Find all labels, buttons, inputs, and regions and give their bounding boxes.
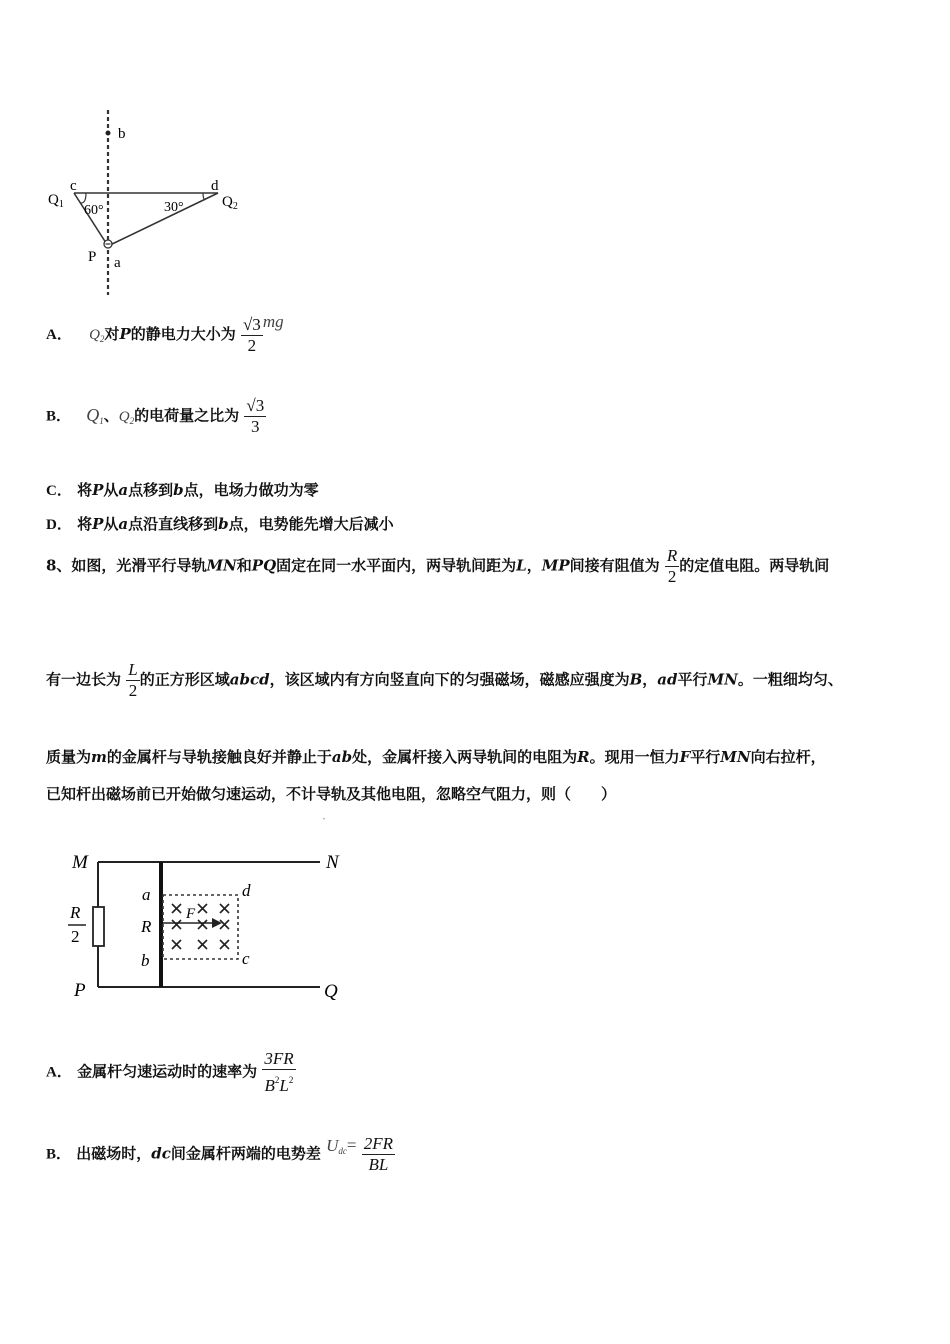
option-letter: D． [46,517,72,533]
fig2-label-r: R [141,917,152,936]
q7-option-a[interactable] [46,312,284,356]
fig1-angle-30: 30° [164,200,184,215]
option-letter: B． [46,1146,72,1163]
fig1-label-d: d [211,178,219,194]
fig2-label-n: N [326,852,339,873]
fig2-label-b: b [141,951,150,970]
fraction-l-over-2: $\frac{L}{2}$ [128,660,138,700]
fig2-label-d: d [242,881,251,900]
fig2-label-p: P [74,980,86,1001]
fig2-resistor-den: 2 [71,927,80,946]
symbol-q2: $Q_2$ [118,408,135,426]
q8-stem-line-2: 有一边长为 $\frac{L}{2}$ 的正方形区域abcd，该区域内有方向竖直向下的匀强磁场，磁感应强度为B，ad平行MN。一粗细均匀、 [46,660,843,700]
segment-q2-p [108,193,218,246]
option-text: 对 [104,325,120,343]
option-text: 的电荷量之比为 [134,406,240,425]
fraction-2fr-over-bl: $\frac{2FR}{BL}$ [363,1134,394,1174]
symbol-q1: $Q_1$ [86,404,104,426]
angle-arc-60 [80,193,86,203]
fraction-sqrt3-over-3: $\frac{√3}{3}$ [246,396,265,436]
fig1-label-p: P [88,249,97,265]
q8-option-b[interactable]: B． 出磁场时，dc间金属杆两端的电势差 $U_{dc}=$ $\frac{2FR}{BL}$ [46,1134,394,1174]
fig2-label-q: Q [324,981,338,1002]
q8-stem-line-4: 已知杆出磁场前已开始做匀速运动，不计导轨及其他电阻，忽略空气阻力，则（ ） [46,785,617,803]
q7-option-c[interactable]: C． 将P从a点移到b点，电场力做功为零 [46,481,319,499]
option-text: 金属杆匀速运动时的速率为 [77,1062,258,1081]
q7-option-d[interactable]: D． 将P从a点沿直线移到b点，电势能先增大后减小 [46,515,394,533]
fig1-label-q1: $Q_1$ [48,192,64,210]
fig1-label-b: b [118,126,126,142]
fig2-label-a: a [142,885,151,904]
fig1-label-a: a [114,255,121,271]
q8-stem-line-3: 质量为m的金属杆与导轨接触良好并静止于ab处，金属杆接入两导轨间的电阻为R。现用一恒力F平行MN向右拉杆， [46,748,826,766]
option-letter: A． [46,327,72,343]
option-letter: B． [46,408,72,425]
q8-stem-line-1: 8、如图，光滑平行导轨MN和PQ固定在同一水平面内，两导轨间距为L，MP间接有阻值为 $\frac{R}{2}$ 的定值电阻。两导轨间 [46,546,830,586]
fig2-resistor-num: R [70,903,81,922]
segment-q1-p [74,193,108,246]
symbol-udc: $U_{dc}$ [326,1135,347,1156]
fraction-sqrt3-over-2: $\frac{√3}{2}$ [242,314,261,355]
fig2-label-f: F [186,906,196,922]
symbol-q2: $Q_2$ [89,327,105,344]
field-cross-marks [172,904,229,949]
figure-point-charges [40,100,260,300]
fig1-angle-60: 60° [84,203,104,218]
option-text: 的静电力大小为 [130,325,236,343]
q8-option-a[interactable] [46,1049,296,1096]
separator: 、 [103,406,119,425]
option-letter: C． [46,483,72,499]
fig2-label-c: c [242,949,250,968]
fig1-label-q2: $Q_2$ [222,194,238,212]
resistor [93,907,104,946]
q7-option-b[interactable] [46,396,266,437]
fraction-3fr-over-b2l2: $\frac{3FR}{B^2L^2}$ [264,1049,294,1095]
point-b-dot [106,131,111,136]
stray-dot: · [322,812,326,826]
option-letter: A． [46,1064,72,1081]
fig2-label-m: M [72,852,88,873]
fig1-label-c: c [70,178,77,194]
symbol-p: P [119,325,131,343]
figure-rails-magnetic-field [62,840,362,1010]
symbol-mg: mg [262,312,284,331]
fraction-r-over-2: $\frac{R}{2}$ [666,546,678,586]
